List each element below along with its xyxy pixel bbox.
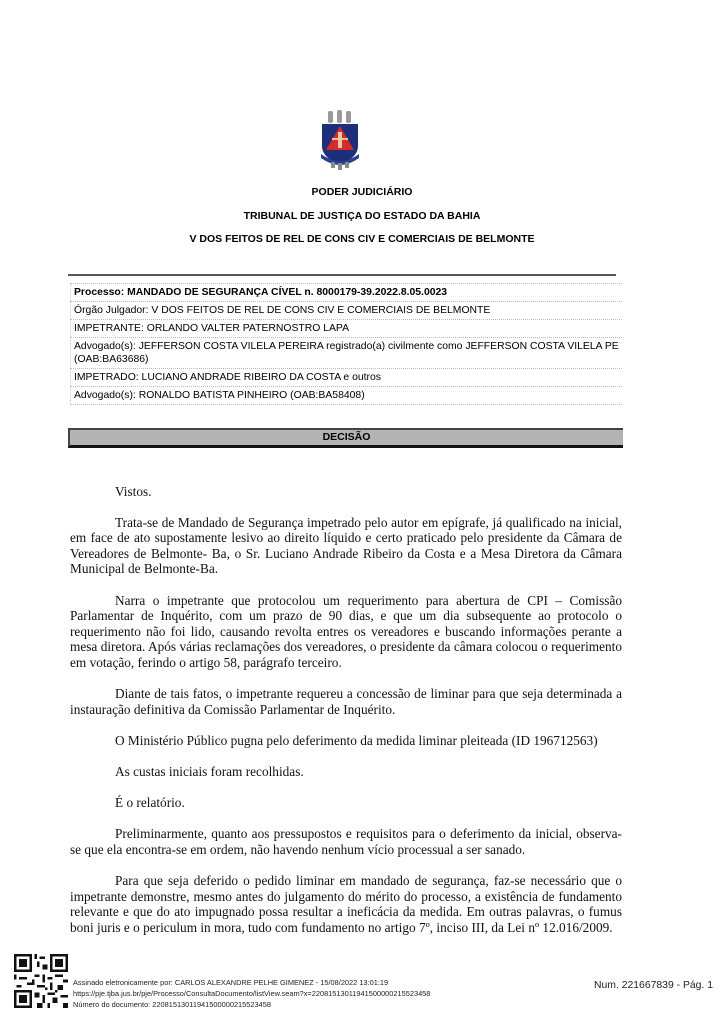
paragraph: Para que seja deferido o pedido liminar em mandado de segurança, faz-se necessário que o impetrante demonstre, mesmo antes do julgamento do mérito do processo, a existência de fundamento relevante e que do ato impugnado possa resultar a ineficácia da medida. Em outras palavras, o fumus boni juris e o periculum in mora, tudo com fundamento no artigo 7º, inciso III, da Lei nº 12.016/2009. bbox=[70, 873, 622, 936]
paragraph: As custas iniciais foram recolhidas. bbox=[115, 764, 304, 780]
header-court: V DOS FEITOS DE REL DE CONS CIV E COMERCIAIS DE BELMONTE bbox=[189, 233, 535, 245]
header-divider bbox=[68, 274, 616, 276]
signature-footer bbox=[0, 952, 724, 1024]
judging-body-row: Órgão Julgador: V DOS FEITOS DE REL DE CONS CIV E COMERCIAIS DE BELMONTE bbox=[70, 301, 622, 319]
process-info-table bbox=[70, 283, 622, 405]
bahia-coat-of-arms-icon bbox=[318, 110, 362, 170]
paragraph: Narra o impetrante que protocolou um requerimento para abertura de CPI – Comissão Parlamentar de Inquérito, com um prazo de 90 dias, e que um dia subsequente ao protocolo o requerimento não foi lido, causando revolta entres os vereadores e buscando informações perante a mesa diretora. Após várias reclamações dos vereadores, o presidente da câmara colocou o requerimento em votação, ferindo o artigo 58, parágrafo terceiro. bbox=[70, 592, 622, 670]
document-number: Número do documento: 22081513011941500000215523458 bbox=[73, 1000, 271, 1009]
respondent-lawyer-row: Advogado(s): RONALDO BATISTA PINHEIRO (OAB:BA58408) bbox=[70, 386, 622, 405]
petitioner-lawyer-name: Advogado(s): JEFFERSON COSTA VILELA PEREIRA registrado(a) civilmente como JEFFERSON COSTA VILELA PE bbox=[74, 341, 619, 352]
petitioner-lawyer-row bbox=[70, 337, 622, 368]
header-tribunal: TRIBUNAL DE JUSTIÇA DO ESTADO DA BAHIA bbox=[243, 210, 481, 222]
header-judiciary: PODER JUDICIÁRIO bbox=[311, 186, 413, 198]
paragraph: É o relatório. bbox=[115, 795, 185, 811]
respondent-row: IMPETRADO: LUCIANO ANDRADE RIBEIRO DA COSTA e outros bbox=[70, 368, 622, 386]
page-number: Num. 221667839 - Pág. 1 bbox=[594, 980, 713, 991]
petitioner-row: IMPETRANTE: ORLANDO VALTER PATERNOSTRO LAPA bbox=[70, 319, 622, 337]
paragraph: Vistos. bbox=[115, 484, 152, 499]
signed-by-text: Assinado eletronicamente por: CARLOS ALEXANDRE PELHE GIMENEZ - 15/08/2022 13:01:19 bbox=[73, 978, 389, 987]
decision-body bbox=[70, 484, 622, 951]
process-number-row: Processo: MANDADO DE SEGURANÇA CÍVEL n. 8000179-39.2022.8.05.0023 bbox=[70, 283, 622, 301]
petitioner-lawyer-oab: (OAB:BA63686) bbox=[74, 354, 149, 365]
paragraph: O Ministério Público pugna pelo deferimento da medida liminar pleiteada (ID 196712563) bbox=[115, 732, 598, 748]
paragraph: Diante de tais fatos, o impetrante requereu a concessão de liminar para que seja determinada a instauração definitiva da Comissão Parlamentar de Inquérito. bbox=[70, 686, 622, 717]
qr-code-icon[interactable] bbox=[14, 954, 68, 1008]
document-url[interactable]: https://pje.tjba.jus.br/pje/Processo/ConsultaDocumento/listView.seam?x=22081513011941500000215523458 bbox=[73, 989, 431, 998]
section-title: DECISÃO bbox=[68, 428, 623, 448]
paragraph: Preliminarmente, quanto aos pressupostos e requisitos para o deferimento da inicial, observa-se que ela encontra-se em ordem, não havendo nenhum vício processual a ser sanado. bbox=[70, 826, 622, 858]
signature-info bbox=[73, 977, 430, 1010]
paragraph: Trata-se de Mandado de Segurança impetrado pelo autor em epígrafe, já qualificado na inicial, em face de ato supostamente lesivo ao direito líquido e certo praticado pelo presidente da Câmara de Vereadores de Belmonte- Ba, o Sr. Luciano Andrade Ribeiro da Costa e a Mesa Diretora da Câmara Municipal de Belmonte-Ba. bbox=[70, 514, 622, 577]
